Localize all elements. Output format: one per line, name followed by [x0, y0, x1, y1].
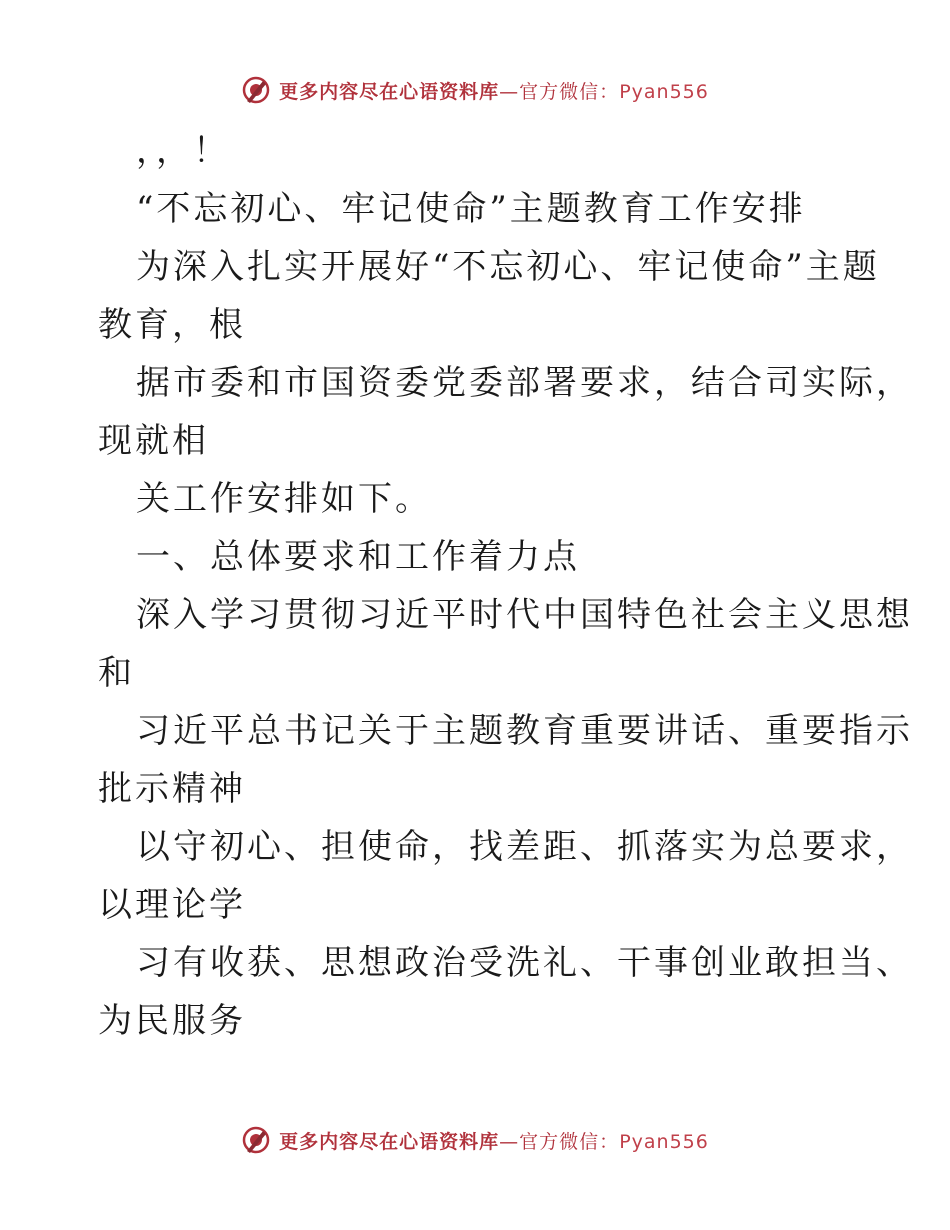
section-heading: 一、总体要求和工作着力点 [136, 537, 580, 577]
text-line: 习近平总书记关于主题教育重要讲话、重要指示 [136, 711, 913, 751]
text-line: 教育，根 [98, 305, 246, 345]
text-line: 为民服务 [98, 1001, 246, 1041]
banner-separator: — [499, 1130, 520, 1153]
pen-logo-icon [241, 1125, 271, 1155]
text-line: 批示精神 [98, 769, 246, 809]
banner-wechat-label: 官方微信： [519, 1130, 620, 1153]
text-line: ，，！ [136, 131, 230, 171]
banner-wechat-id: Pyan556 [619, 80, 709, 103]
footer-banner [0, 1120, 950, 1160]
text-line: 以理论学 [98, 885, 246, 925]
text-line: 深入学习贯彻习近平时代中国特色社会主义思想 [136, 595, 913, 635]
text-line: 和 [98, 653, 135, 693]
text-line: 据市委和市国资委党委部署要求，结合司实际， [136, 363, 913, 403]
banner-main-text: 更多内容尽在心语资料库 [279, 1130, 500, 1153]
document-body [98, 122, 913, 1050]
text-line: 关工作安排如下。 [136, 479, 432, 519]
document-title: “不忘初心、牢记使命”主题教育工作安排 [136, 189, 806, 229]
banner-separator: — [499, 80, 520, 103]
pen-logo-icon [241, 75, 271, 105]
banner-main-text: 更多内容尽在心语资料库 [279, 80, 500, 103]
text-line: 现就相 [98, 421, 209, 461]
text-line: 为深入扎实开展好“不忘初心、牢记使命”主题 [136, 247, 880, 287]
text-line: 以守初心、担使命，找差距、抓落实为总要求， [136, 827, 913, 867]
header-banner [0, 70, 950, 110]
banner-wechat-label: 官方微信： [519, 80, 620, 103]
text-line: 习有收获、思想政治受洗礼、干事创业敢担当、 [136, 943, 913, 983]
banner-wechat-id: Pyan556 [619, 1130, 709, 1153]
